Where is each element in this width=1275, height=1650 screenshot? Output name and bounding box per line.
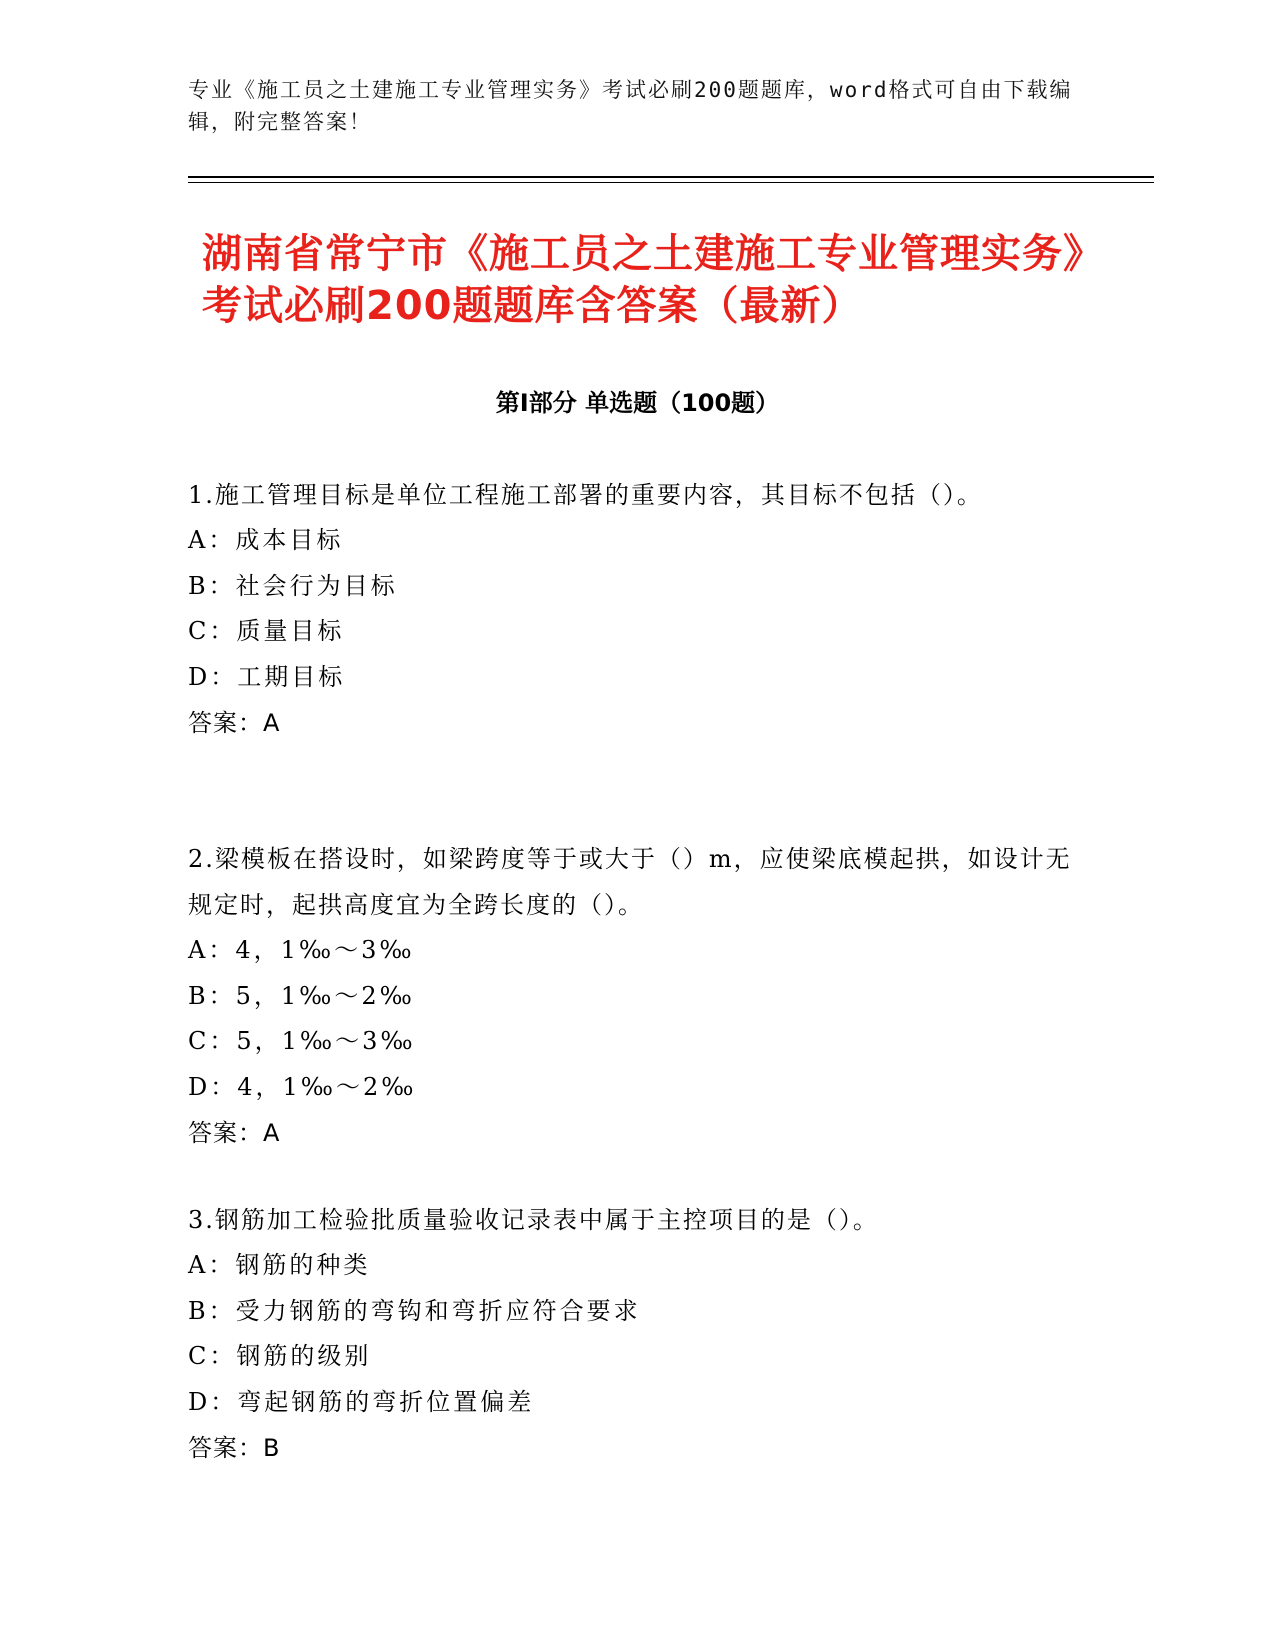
option-d: D：弯起钢筋的弯折位置偏差 (188, 1387, 535, 1416)
document-title: 湖南省常宁市《施工员之土建施工专业管理实务》考试必刷200题题库含答案（最新） (202, 231, 1084, 329)
option-a: A：4，1‰～3‰ (188, 936, 415, 964)
question-stem: 1.施工管理目标是单位工程施工部署的重要内容，其目标不包括（）。 (188, 481, 983, 509)
option-c: C：质量目标 (188, 617, 345, 645)
question-stem: 3.钢筋加工检验批质量验收记录表中属于主控项目的是（）。 (188, 1206, 879, 1234)
answer-text: 答案：A (188, 709, 281, 737)
section-title: 第Ⅰ部分 单选题（100题） (495, 389, 780, 417)
option-b: B：受力钢筋的弯钩和弯折应符合要求 (188, 1296, 641, 1325)
answer-text: 答案：A (188, 1119, 281, 1147)
option-c: C：5，1‰～3‰ (188, 1027, 416, 1055)
option-c: C：钢筋的级别 (188, 1342, 372, 1370)
question-item (188, 836, 1088, 1156)
header-note: 专业《施工员之土建施工专业管理实务》考试必刷200题题库，word格式可自由下载编辑，附完整答案！ (188, 78, 1073, 134)
option-a: A：钢筋的种类 (188, 1251, 371, 1279)
option-a: A：成本目标 (188, 526, 344, 554)
question-item (188, 472, 1088, 746)
option-b: B：5，1‰～2‰ (188, 981, 415, 1010)
header-rule-thin (188, 182, 1154, 183)
option-b: B：社会行为目标 (188, 571, 398, 600)
option-d: D：4，1‰～2‰ (188, 1072, 417, 1101)
answer-text: 答案：B (188, 1434, 281, 1462)
header-rule-thick (188, 176, 1154, 178)
question-stem: 2.梁模板在搭设时，如梁跨度等于或大于（）m，应使梁底模起拱，如设计无规定时，起拱高度宜为全跨长度的（）。 (188, 845, 1072, 919)
option-d: D：工期目标 (188, 662, 346, 691)
question-item (188, 1197, 1088, 1471)
